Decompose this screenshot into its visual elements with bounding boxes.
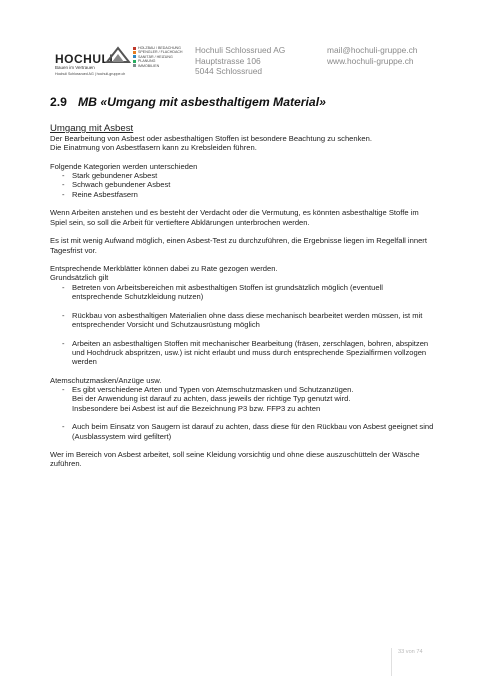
rules-list bbox=[50, 283, 435, 367]
list-item: - Schwach gebundener Asbest bbox=[50, 180, 435, 189]
address-line: 5044 Schlossrued bbox=[195, 66, 263, 77]
subheading: Umgang mit Asbest bbox=[50, 123, 134, 134]
logo-name: HOCHULI bbox=[55, 52, 114, 66]
list-item: - Betreten von Arbeitsbereichen mit asbesthaltigen Stoffen ist grundsätzlich möglich (eventuell entsprechende Schutzkleidung nutzen) bbox=[50, 283, 435, 302]
list-item-line: - Es gibt verschiedene Arten und Typen von Atemschutzmasken und Schutzanzügen. bbox=[72, 385, 354, 395]
logo-service: SANITÄR / HEIZUNG bbox=[133, 55, 183, 59]
section-title: MB «Umgang mit asbesthaltigem Material» bbox=[78, 95, 326, 109]
footer-divider bbox=[391, 648, 392, 676]
list-item-line: Insbesondere bei Asbest ist auf die Bezeichnung P3 bzw. FFP3 zu achten bbox=[72, 403, 321, 413]
categories-list bbox=[50, 171, 435, 199]
paragraph-suspicion: Wenn Arbeiten anstehen und es besteht der Verdacht oder die Vermutung, es könnten asbesthaltige Stoffe im Spiel sein, so soll die Arbeit für vertieftere Abklärungen unterbrochen werden. bbox=[50, 208, 419, 227]
list-item bbox=[50, 385, 435, 413]
list-item: - Reine Asbestfasern bbox=[50, 190, 435, 199]
list-item: - Arbeiten an asbesthaltigen Stoffen mit mechanischer Bearbeitung (fräsen, zerschlagen, bohren, abspitzen und Hochdruck abspritzen, usw.) ist nicht erlaubt und muss durch entsprechende Spezialfirmen vollzogen werden bbox=[50, 339, 435, 367]
address-line: Hochuli Schlossrued AG bbox=[195, 45, 286, 55]
page-header bbox=[55, 42, 435, 82]
logo-service: IMMOBILIEN bbox=[133, 64, 183, 68]
masks-list bbox=[50, 385, 435, 441]
intro-line: Der Bearbeitung von Asbest oder asbesthaltigen Stoffen ist besondere Beachtung zu schenken. bbox=[50, 134, 372, 143]
section-heading bbox=[50, 95, 326, 109]
paragraph-test: Es ist mit wenig Aufwand möglich, einen Asbest-Test zu durchzuführen, die Ergebnisse liegen im Regelfall innert Tagesfrist vor. bbox=[50, 236, 427, 255]
document-body bbox=[50, 123, 435, 469]
grundsaetzlich-label: Grundsätzlich gilt bbox=[50, 273, 109, 283]
list-item-line: Bei der Anwendung ist darauf zu achten, dass jeweils der richtige Typ genutzt wird. bbox=[72, 394, 351, 404]
list-item: - Stark gebundener Asbest bbox=[50, 171, 435, 180]
company-address bbox=[195, 45, 285, 77]
logo-service: HOLZBAU / BEDACHUNG bbox=[133, 46, 183, 50]
company-contact bbox=[327, 45, 417, 66]
page-number: 33 von 74 bbox=[398, 649, 423, 655]
logo-services bbox=[133, 46, 183, 68]
paragraph-merkblaetter: Entsprechende Merkblätter können dabei zu Rate gezogen werden. bbox=[50, 264, 278, 274]
logo-service: PLANUNG bbox=[133, 59, 183, 63]
masks-heading: Atemschutzmasken/Anzüge usw. bbox=[50, 375, 162, 385]
address-line: Hauptstrasse 106 bbox=[195, 55, 261, 66]
categories-intro: Folgende Kategorien werden unterschieden bbox=[50, 161, 198, 171]
closing-paragraph: Wer im Bereich von Asbest arbeitet, soll seine Kleidung vorsichtig und ohne diese auszuschütteln der Wäsche zuführen. bbox=[50, 450, 420, 469]
list-item: - Rückbau von asbesthaltigen Materialien ohne dass diese mechanisch bearbeitet werden müssen, ist mit entsprechender Vorsicht und Schutzausrüstung möglich bbox=[50, 311, 435, 330]
roof-icon bbox=[105, 45, 131, 63]
list-item bbox=[50, 422, 435, 441]
intro-line: Die Einatmung von Asbestfasern kann zu Krebsleiden führen. bbox=[50, 143, 257, 153]
logo-tagline: Bauen im Vertrauen bbox=[55, 65, 95, 70]
section-number: 2.9 bbox=[50, 95, 67, 109]
list-item-line: - Auch beim Einsatz von Saugern ist darauf zu achten, dass diese für den Rückbau von Asbest geeignet sind (Ausblassystem wird gefiltert) bbox=[72, 422, 434, 441]
email-link[interactable]: mail@hochuli-gruppe.ch bbox=[327, 45, 418, 55]
logo-service: SPENGLER / FLACHDACH bbox=[133, 50, 183, 54]
website-link[interactable]: www.hochuli-gruppe.ch bbox=[327, 55, 414, 66]
logo-company-line: Hochuli Schlossrued AG | hochuli-gruppe.ch bbox=[55, 72, 126, 76]
company-logo bbox=[55, 42, 185, 80]
